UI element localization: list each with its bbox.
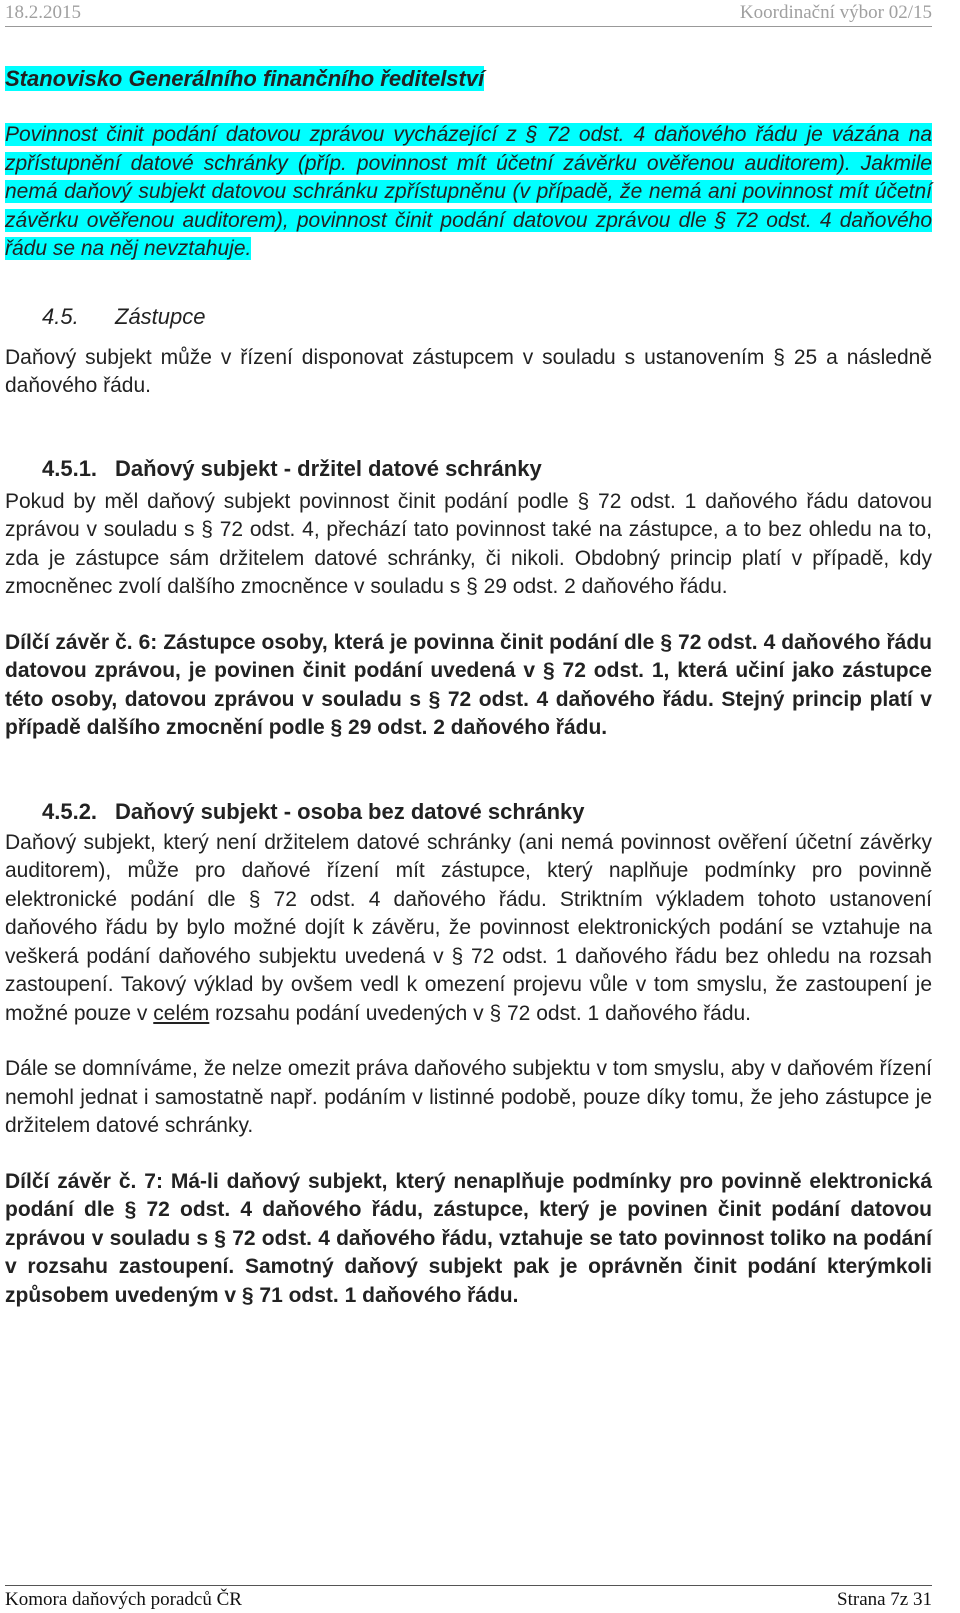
- section-4-5-1-heading: 4.5.1. Daňový subjekt - držitel datové schránky: [42, 455, 542, 481]
- footer-page-number: Strana 7z 31: [837, 1589, 932, 1610]
- section-4-5-2-heading: 4.5.2. Daňový subjekt - osoba bez datové schránky: [42, 798, 585, 824]
- header-meeting: Koordinační výbor 02/15: [739, 2, 932, 23]
- statement-body: Povinnost činit podání datovou zprávou vycházející z § 72 odst. 4 daňového řádu je vázána na zpřístupnění datové schránky (příp. povinnost mít účetní závěrku ověřenou auditorem). Jakmile nemá daňový subjekt datovou schránku zpřístupněnu (v případě, že nemá ani povinnost mít účetní závěrku ověřenou auditorem), povinnost činit podání datovou zprávou dle § 72 odst. 4 daňového řádu se na něj nevztahuje.: [5, 123, 932, 260]
- header-date: 18.2.2015: [5, 2, 81, 23]
- statement-title: Stanovisko Generálního finančního ředitelství: [5, 66, 485, 91]
- page-header: [5, 0, 932, 27]
- page-footer: [5, 1585, 932, 1613]
- underlined-word: celém: [153, 1001, 210, 1025]
- footer-organization: Komora daňových poradců ČR: [5, 1589, 242, 1610]
- section-4-5-2-body: Daňový subjekt, který není držitelem datové schránky (ani nemá povinnost ověření účetní závěrky auditorem), může pro daňové řízení mít zástupce, který naplňuje podmínky pro povinně elektronické podání dle § 72 odst. 4 daňového řádu. Striktním výkladem tohoto ustanovení daňového řádu by bylo možné dojít k závěru, že povinnost elektronických podání se vztahuje na veškerá podání daňového subjektu uvedená v § 72 odst. 1 daňového řádu bez ohledu na rozsah zastoupení. Takový výklad by ovšem vedl k omezení projevu vůle v tom smyslu, že zastoupení je možné pouze v celém rozsahu podání uvedených v § 72 odst. 1 daňového řádu.: [5, 830, 932, 1025]
- section-4-5-body: Daňový subjekt může v řízení disponovat zástupcem v souladu s ustanovením § 25 a následně daňového řádu.: [5, 345, 932, 397]
- section-4-5-heading: 4.5. Zástupce: [42, 303, 206, 329]
- document-body: [5, 64, 932, 1310]
- partial-conclusion-7: Dílčí závěr č. 7: Má-li daňový subjekt, který nenaplňuje podmínky pro povinně elektronická podání dle § 72 odst. 4 daňového řádu, zástupce, který je povinen činit podání datovou zprávou v souladu s § 72 odst. 4 daňového řádu, vztahuje se tato povinnost toliko na podání v rozsahu zastoupení. Samotný daňový subjekt pak je oprávněn činit podání kterýmkoli způsobem uvedeným v § 71 odst. 1 daňového řádu.: [5, 1169, 932, 1307]
- partial-conclusion-6: Dílčí závěr č. 6: Zástupce osoby, která je povinna činit podání dle § 72 odst. 4 daňového řádu datovou zprávou, je povinen činit podání uvedená v § 72 odst. 1, která učiní jako zástupce této osoby, datovou zprávou v souladu s § 72 odst. 4 daňového řádu. Stejný princip platí v případě dalšího zmocnění podle § 29 odst. 2 daňového řádu.: [5, 630, 932, 739]
- section-4-5-1-body: Pokud by měl daňový subjekt povinnost činit podání podle § 72 odst. 1 daňového řádu datovou zprávou v souladu s § 72 odst. 4, přechází tato povinnost také na zástupce, a to bez ohledu na to, zda je zástupce sám držitelem datové schránky, či nikoli. Obdobný princip platí v případě, kdy zmocněnec zvolí dalšího zmocněnce v souladu s § 29 odst. 2 daňového řádu.: [5, 489, 932, 598]
- section-4-5-2-body-2: Dále se domníváme, že nelze omezit práva daňového subjektu v tom smyslu, aby v daňovém řízení nemohl jednat i samostatně např. podáním v listinné podobě, pouze díky tomu, že jeho zástupce je držitelem datové schránky.: [5, 1057, 932, 1137]
